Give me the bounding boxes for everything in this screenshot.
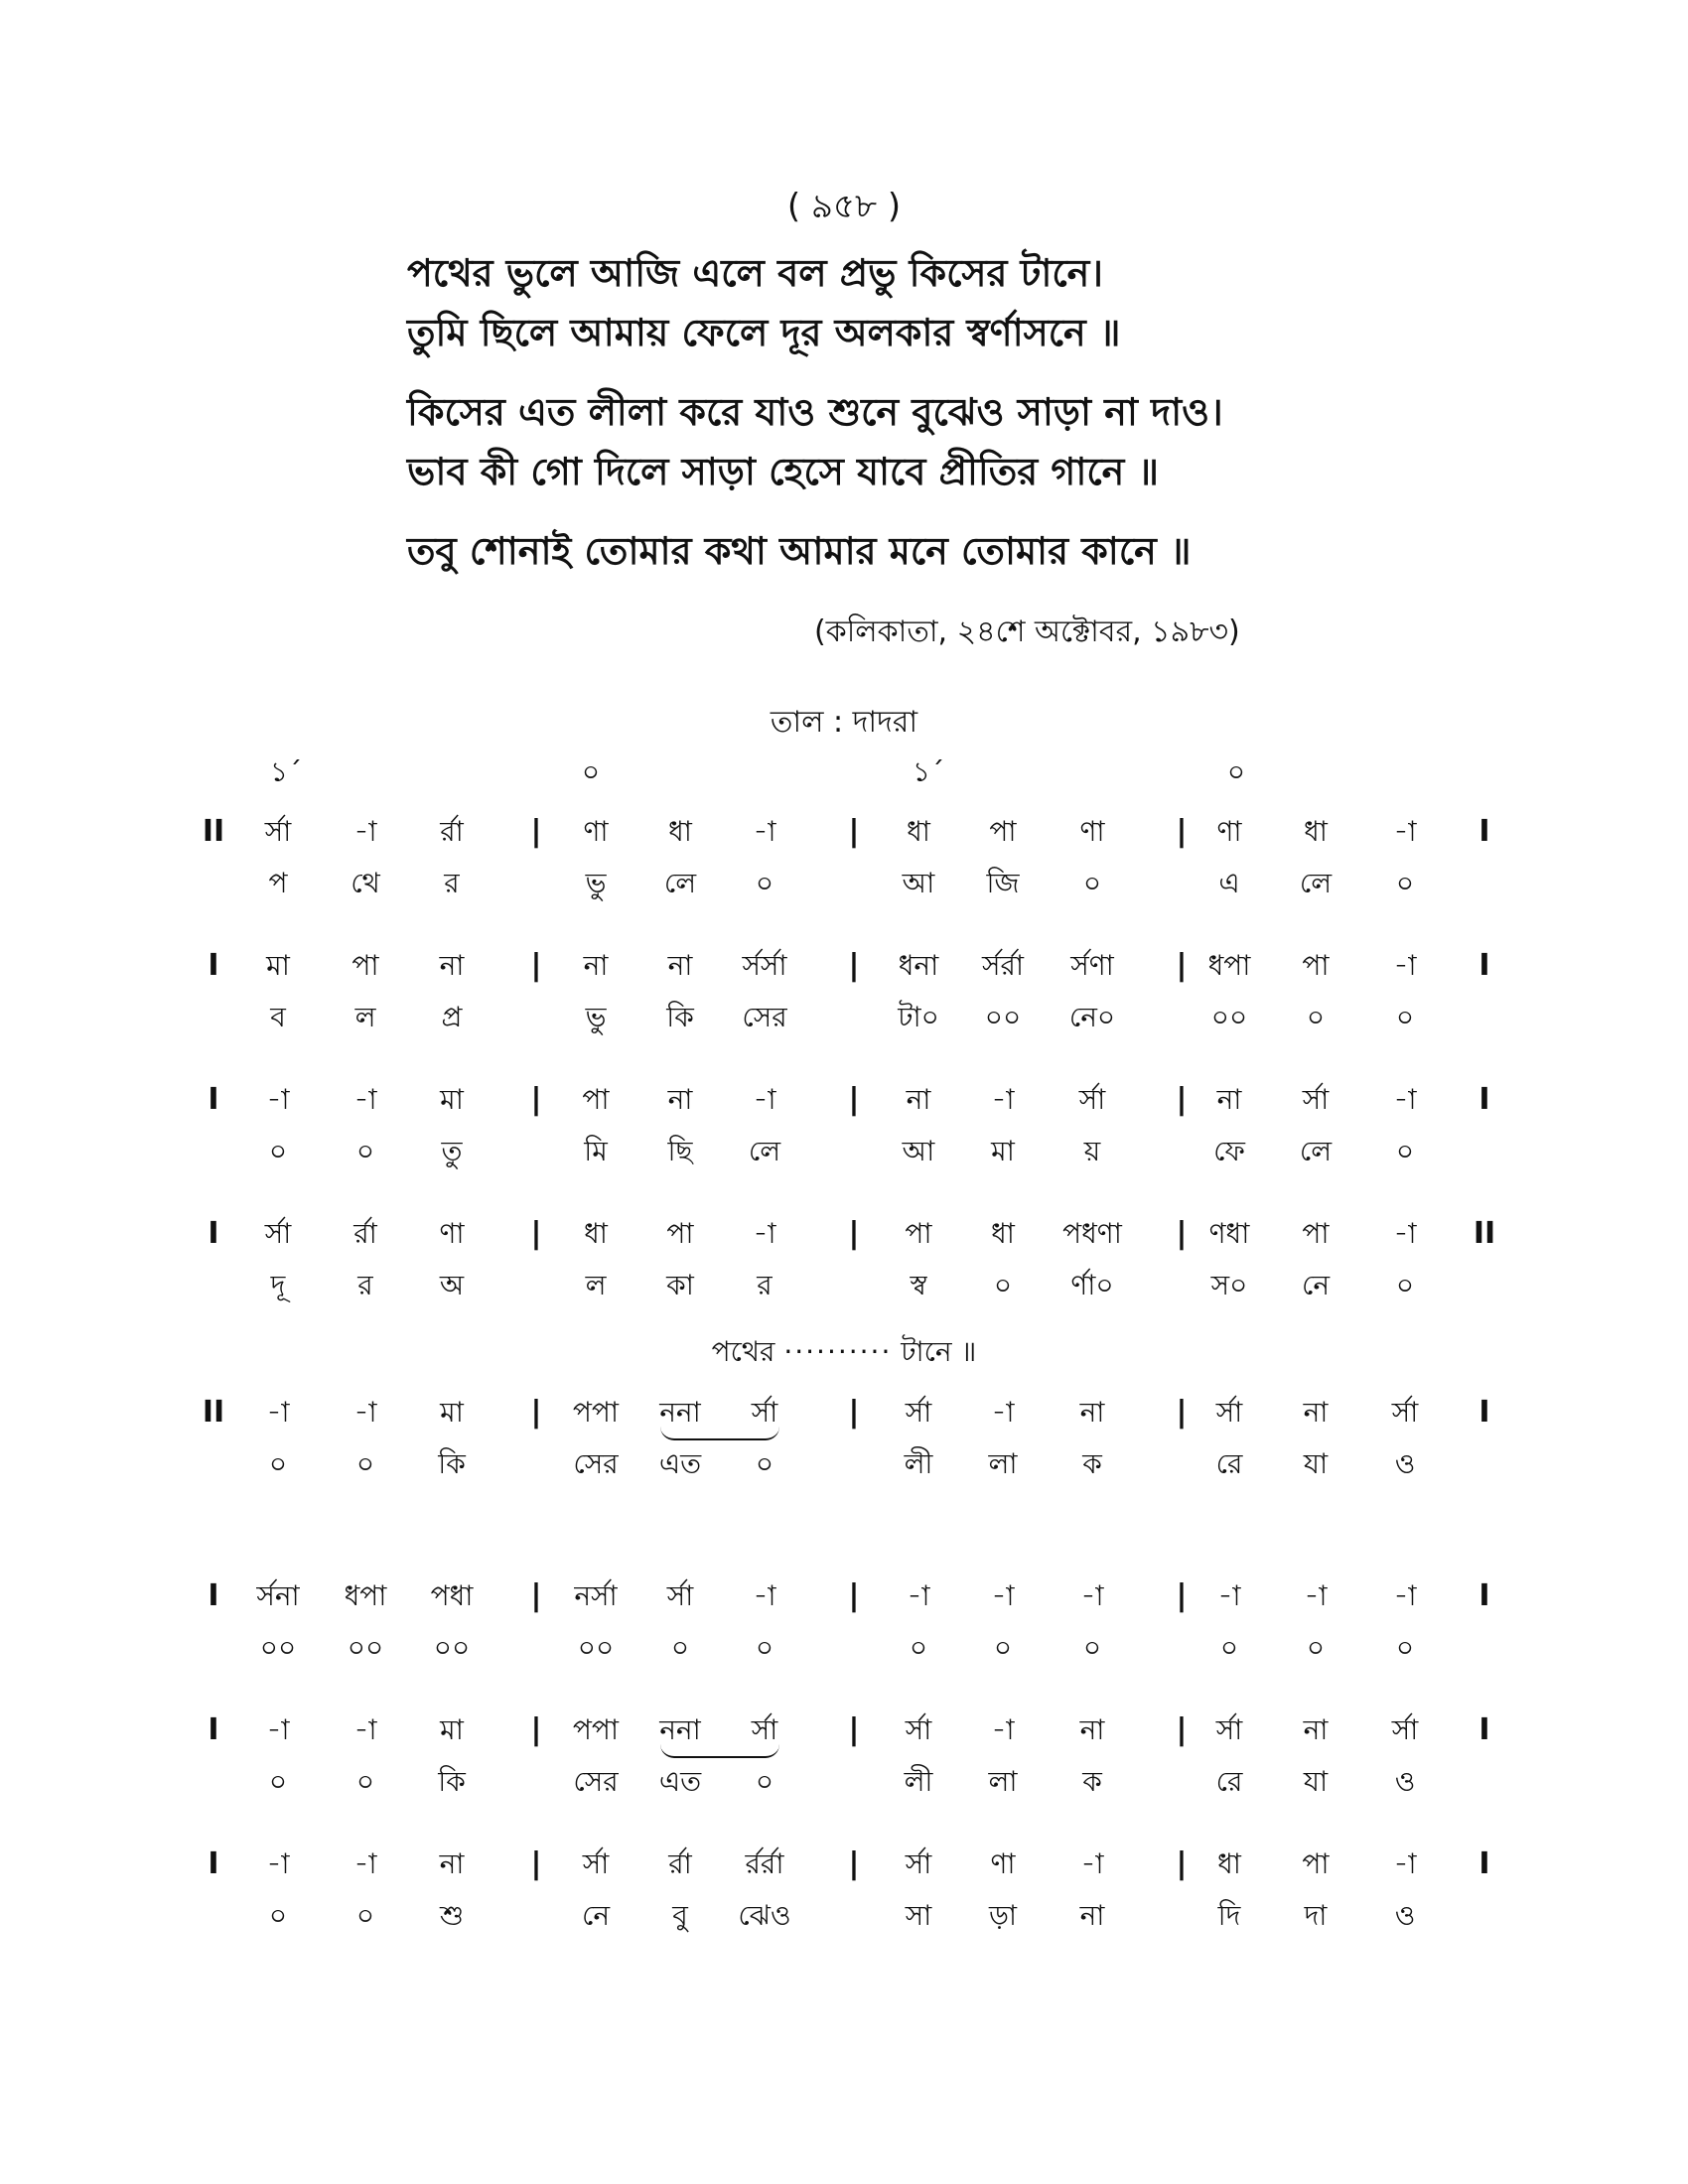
row-end-bar: I	[1478, 1578, 1490, 1613]
note-cell: মা	[440, 1083, 464, 1116]
word-cell: কি	[666, 1001, 694, 1033]
row-end-bar: I	[1478, 948, 1490, 983]
slur-mark	[660, 1427, 779, 1440]
beat-divider: |	[1176, 1712, 1188, 1747]
note-cell: পা	[1302, 1217, 1330, 1250]
note-cell: ধা	[991, 1217, 1015, 1250]
note-cell: না	[439, 1847, 465, 1880]
word-cell: স্ব	[910, 1269, 927, 1301]
note-cell: ণা	[439, 1217, 465, 1250]
slur-mark	[660, 1744, 779, 1758]
word-cell: ০	[1082, 867, 1102, 899]
note-cell: ননা	[659, 1713, 701, 1746]
word-cell: রে	[1215, 1447, 1243, 1480]
word-cell: ঝেও	[738, 1899, 791, 1932]
word-cell: ০০	[1210, 1001, 1248, 1033]
beat-divider: |	[848, 814, 860, 849]
word-cell: ০	[1395, 867, 1415, 899]
dateline: (কলিকাতা, ২৪শে অক্টোবর, ১৯৮৩)	[814, 614, 1240, 649]
beat-divider: |	[530, 1712, 542, 1747]
page-number: ( ৯৫৮ )	[786, 187, 902, 226]
note-cell: -া	[753, 1217, 776, 1250]
word-cell: ০০	[259, 1631, 297, 1664]
word-cell: ০	[670, 1631, 690, 1664]
word-cell: লে	[748, 1135, 781, 1167]
word-cell: লী	[904, 1447, 933, 1480]
word-cell: ০	[1395, 1631, 1415, 1664]
note-cell: র্সা	[1215, 1396, 1243, 1429]
lyric-line: কিসের এত লীলা করে যাও শুনে বুঝেও সাড়া না দাও।	[407, 390, 1223, 434]
word-cell: ০০	[577, 1631, 615, 1664]
row-end-bar: I	[1478, 1082, 1490, 1117]
note-cell: র্সা	[1078, 1083, 1106, 1116]
note-cell: ধনা	[898, 949, 939, 982]
word-cell: দি	[1217, 1899, 1241, 1932]
row-start-bar: I	[208, 948, 219, 983]
note-cell: -া	[1080, 1847, 1104, 1880]
note-cell: না	[1216, 1083, 1242, 1116]
word-cell: য়	[1083, 1135, 1101, 1167]
note-cell: মা	[440, 1396, 464, 1429]
word-cell: প	[268, 867, 288, 899]
word-cell: দা	[1304, 1899, 1328, 1932]
word-cell: শু	[439, 1899, 465, 1932]
note-cell: না	[439, 949, 465, 982]
note-cell: না	[667, 1083, 693, 1116]
refrain-end: টানে ॥	[901, 1335, 977, 1368]
word-cell: ০	[1395, 1001, 1415, 1033]
note-cell: -া	[753, 815, 776, 848]
word-cell: ও	[1394, 1447, 1416, 1480]
beat-divider: |	[848, 1216, 860, 1251]
refrain-dots: ··········	[783, 1335, 893, 1368]
note-cell: ননা	[659, 1396, 701, 1429]
taal-heading: তাল : দাদরা	[770, 705, 918, 740]
note-cell: পা	[352, 949, 379, 982]
note-cell: পা	[905, 1217, 932, 1250]
note-cell: পা	[1302, 949, 1330, 982]
note-cell: র্সনা	[256, 1579, 300, 1612]
taal-marker: ০	[1226, 755, 1246, 788]
taal-marker: ১´	[269, 755, 303, 788]
note-cell: ধা	[907, 815, 930, 848]
word-cell: ০	[1306, 1001, 1326, 1033]
beat-divider: |	[1176, 1395, 1188, 1430]
note-cell: র্রা	[440, 815, 464, 848]
word-cell: ও	[1394, 1899, 1416, 1932]
note-cell: -া	[991, 1396, 1015, 1429]
beat-divider: |	[848, 948, 860, 983]
note-cell: পা	[1302, 1847, 1330, 1880]
taal-marker: ১´	[912, 755, 945, 788]
beat-divider: |	[530, 1216, 542, 1251]
word-cell: ০	[993, 1631, 1013, 1664]
taal-marker: ০	[581, 755, 601, 788]
row-start-bar: I	[208, 1712, 219, 1747]
note-cell: -া	[991, 1083, 1015, 1116]
note-cell: র্সা	[751, 1396, 778, 1429]
note-cell: মা	[266, 949, 290, 982]
word-cell: কি	[438, 1447, 466, 1480]
word-cell: র্ণা০	[1070, 1269, 1114, 1301]
beat-divider: |	[530, 1846, 542, 1881]
word-cell: লা	[988, 1447, 1018, 1480]
word-cell: ০	[355, 1135, 375, 1167]
note-cell: পধণা	[1062, 1217, 1122, 1250]
word-cell: ০	[993, 1269, 1013, 1301]
lyric-line: পথের ভুলে আজি এলে বল প্রভু কিসের টানে।	[407, 251, 1103, 295]
note-cell: -া	[753, 1579, 776, 1612]
note-cell: -া	[753, 1083, 776, 1116]
note-cell: পা	[989, 815, 1017, 848]
note-cell: পপা	[572, 1396, 620, 1429]
word-cell: ক	[1082, 1447, 1102, 1480]
note-cell: -া	[353, 815, 377, 848]
note-cell: র্সা	[264, 1217, 292, 1250]
note-cell: র্সা	[751, 1713, 778, 1746]
word-cell: যা	[1303, 1447, 1329, 1480]
word-cell: ০	[268, 1899, 288, 1932]
note-cell: পা	[666, 1217, 694, 1250]
word-cell: এত	[658, 1447, 702, 1480]
beat-divider: |	[530, 814, 542, 849]
note-cell: র্সা	[905, 1713, 932, 1746]
word-cell: ০	[755, 1447, 774, 1480]
word-cell: আ	[902, 867, 935, 899]
note-cell: ণা	[583, 815, 609, 848]
note-cell: না	[1303, 1713, 1329, 1746]
note-cell: না	[667, 949, 693, 982]
word-cell: ছি	[667, 1135, 693, 1167]
word-cell: ০০	[984, 1001, 1022, 1033]
note-cell: -া	[907, 1579, 930, 1612]
note-cell: র্সণা	[1070, 949, 1114, 982]
row-start-bar: I	[208, 1578, 219, 1613]
note-cell: ণধা	[1208, 1217, 1250, 1250]
note-cell: ণা	[1216, 815, 1242, 848]
beat-divider: |	[1176, 1846, 1188, 1881]
note-cell: র্রা	[353, 1217, 377, 1250]
note-cell: -া	[266, 1396, 290, 1429]
row-end-bar: II	[1473, 1216, 1496, 1251]
word-cell: প্র	[441, 1001, 463, 1033]
word-cell: ০	[355, 1765, 375, 1798]
note-cell: র্সা	[1391, 1713, 1419, 1746]
word-cell: লী	[904, 1765, 933, 1798]
note-cell: -া	[1393, 949, 1417, 982]
beat-divider: |	[530, 1395, 542, 1430]
word-cell: ০	[755, 867, 774, 899]
beat-divider: |	[530, 1578, 542, 1613]
word-cell: স০	[1210, 1269, 1248, 1301]
word-cell: লে	[663, 867, 697, 899]
word-cell: ০০	[347, 1631, 384, 1664]
note-cell: -া	[1304, 1579, 1328, 1612]
lyric-line: ভাব কী গো দিলে সাড়া হেসে যাবে প্রীতির গানে ॥	[407, 450, 1160, 493]
note-cell: র্রা	[668, 1847, 692, 1880]
word-cell: ০	[909, 1631, 928, 1664]
lyric-line: তুমি ছিলে আমায় ফেলে দূর অলকার স্বর্ণাসনে ॥	[407, 311, 1121, 354]
row-end-bar: I	[1478, 1712, 1490, 1747]
beat-divider: |	[848, 1082, 860, 1117]
note-cell: -া	[266, 1713, 290, 1746]
note-cell: -া	[353, 1713, 377, 1746]
note-cell: ধপা	[1207, 949, 1251, 982]
word-cell: জি	[986, 867, 1020, 899]
word-cell: ক	[1082, 1765, 1102, 1798]
row-start-bar: I	[208, 1216, 219, 1251]
word-cell: ও	[1394, 1765, 1416, 1798]
note-cell: -া	[353, 1847, 377, 1880]
note-cell: র্সা	[905, 1396, 932, 1429]
word-cell: ০	[755, 1765, 774, 1798]
word-cell: থে	[351, 867, 380, 899]
word-cell: মি	[584, 1135, 608, 1167]
note-cell: ণা	[1079, 815, 1105, 848]
word-cell: ল	[585, 1269, 607, 1301]
note-cell: ধা	[1304, 815, 1328, 848]
note-cell: ণা	[990, 1847, 1016, 1880]
word-cell: ল	[354, 1001, 376, 1033]
word-cell: রে	[1215, 1765, 1243, 1798]
beat-divider: |	[530, 948, 542, 983]
word-cell: সের	[573, 1765, 619, 1798]
note-cell: র্সা	[905, 1847, 932, 1880]
word-cell: যা	[1303, 1765, 1329, 1798]
beat-divider: |	[1176, 948, 1188, 983]
note-cell: ধপা	[344, 1579, 387, 1612]
note-cell: -া	[991, 1713, 1015, 1746]
beat-divider: |	[1176, 814, 1188, 849]
note-cell: র্সা	[582, 1847, 610, 1880]
note-cell: র্সা	[1215, 1713, 1243, 1746]
word-cell: ০	[1395, 1135, 1415, 1167]
note-cell: -া	[991, 1579, 1015, 1612]
word-cell: ০	[268, 1447, 288, 1480]
note-cell: র্রর্রা	[745, 1847, 784, 1880]
word-cell: টা০	[898, 1001, 939, 1033]
note-cell: র্সা	[666, 1579, 694, 1612]
word-cell: নে	[581, 1899, 611, 1932]
note-cell: -া	[1393, 1579, 1417, 1612]
beat-divider: |	[530, 1082, 542, 1117]
note-cell: -া	[266, 1847, 290, 1880]
word-cell: ভু	[585, 867, 607, 899]
note-cell: র্সর্রা	[981, 949, 1025, 982]
word-cell: নে	[1301, 1269, 1331, 1301]
note-cell: পা	[582, 1083, 610, 1116]
word-cell: সা	[905, 1899, 932, 1932]
word-cell: দূ	[270, 1269, 286, 1301]
word-cell: সের	[742, 1001, 787, 1033]
word-cell: লে	[1299, 1135, 1333, 1167]
beat-divider: |	[1176, 1216, 1188, 1251]
row-start-bar: I	[208, 1846, 219, 1881]
note-cell: না	[1303, 1396, 1329, 1429]
word-cell: আ	[902, 1135, 935, 1167]
word-cell: ০	[1306, 1631, 1326, 1664]
word-cell: র	[757, 1269, 773, 1301]
word-cell: কি	[438, 1765, 466, 1798]
note-cell: পপা	[572, 1713, 620, 1746]
note-cell: ধা	[1217, 1847, 1241, 1880]
note-cell: -া	[1393, 1217, 1417, 1250]
note-cell: র্সা	[1391, 1396, 1419, 1429]
row-end-bar: I	[1478, 814, 1490, 849]
word-cell: বু	[672, 1899, 688, 1932]
word-cell: ড়া	[988, 1899, 1018, 1932]
row-start-bar: II	[202, 814, 225, 849]
word-cell: র	[357, 1269, 373, 1301]
word-cell: ভু	[585, 1001, 607, 1033]
note-cell: -া	[353, 1396, 377, 1429]
row-end-bar: I	[1478, 1846, 1490, 1881]
word-cell: র	[444, 867, 460, 899]
note-cell: মা	[440, 1713, 464, 1746]
refrain-start: পথের	[711, 1335, 775, 1368]
note-cell: -া	[1217, 1579, 1241, 1612]
word-cell: না	[1079, 1899, 1105, 1932]
note-cell: নর্সা	[574, 1579, 618, 1612]
word-cell: কা	[666, 1269, 694, 1301]
word-cell: সের	[573, 1447, 619, 1480]
beat-divider: |	[1176, 1082, 1188, 1117]
note-cell: না	[583, 949, 609, 982]
note-cell: ধা	[584, 1217, 608, 1250]
note-cell: -া	[266, 1083, 290, 1116]
note-cell: -া	[1393, 815, 1417, 848]
word-cell: তু	[441, 1135, 463, 1167]
word-cell: ০	[355, 1899, 375, 1932]
beat-divider: |	[848, 1395, 860, 1430]
beat-divider: |	[1176, 1578, 1188, 1613]
note-cell: ধা	[668, 815, 692, 848]
word-cell: এ	[1218, 867, 1240, 899]
beat-divider: |	[848, 1578, 860, 1613]
word-cell: ০	[355, 1447, 375, 1480]
word-cell: লে	[1299, 867, 1333, 899]
word-cell: ফে	[1213, 1135, 1245, 1167]
word-cell: নে০	[1068, 1001, 1116, 1033]
word-cell: ০	[268, 1765, 288, 1798]
word-cell: ০	[1082, 1631, 1102, 1664]
refrain-marker	[0, 1330, 1688, 1377]
note-cell: র্সা	[1302, 1083, 1330, 1116]
note-cell: -া	[353, 1083, 377, 1116]
note-cell: র্সর্সা	[742, 949, 787, 982]
row-end-bar: I	[1478, 1395, 1490, 1430]
beat-divider: |	[848, 1712, 860, 1747]
word-cell: ০	[1219, 1631, 1239, 1664]
row-start-bar: II	[202, 1395, 225, 1430]
word-cell: মা	[991, 1135, 1015, 1167]
note-cell: -া	[1393, 1847, 1417, 1880]
note-cell: -া	[1080, 1579, 1104, 1612]
word-cell: ব	[270, 1001, 286, 1033]
note-cell: না	[1079, 1713, 1105, 1746]
note-cell: না	[1079, 1396, 1105, 1429]
word-cell: ০	[755, 1631, 774, 1664]
word-cell: ০	[1395, 1269, 1415, 1301]
row-start-bar: I	[208, 1082, 219, 1117]
word-cell: ০০	[433, 1631, 471, 1664]
note-cell: না	[906, 1083, 931, 1116]
note-cell: পধা	[430, 1579, 474, 1612]
word-cell: অ	[439, 1269, 465, 1301]
word-cell: এত	[658, 1765, 702, 1798]
lyric-line: তবু শোনাই তোমার কথা আমার মনে তোমার কানে ॥	[407, 529, 1192, 573]
note-cell: র্সা	[264, 815, 292, 848]
word-cell: লা	[988, 1765, 1018, 1798]
note-cell: -া	[1393, 1083, 1417, 1116]
word-cell: ০	[268, 1135, 288, 1167]
beat-divider: |	[848, 1846, 860, 1881]
